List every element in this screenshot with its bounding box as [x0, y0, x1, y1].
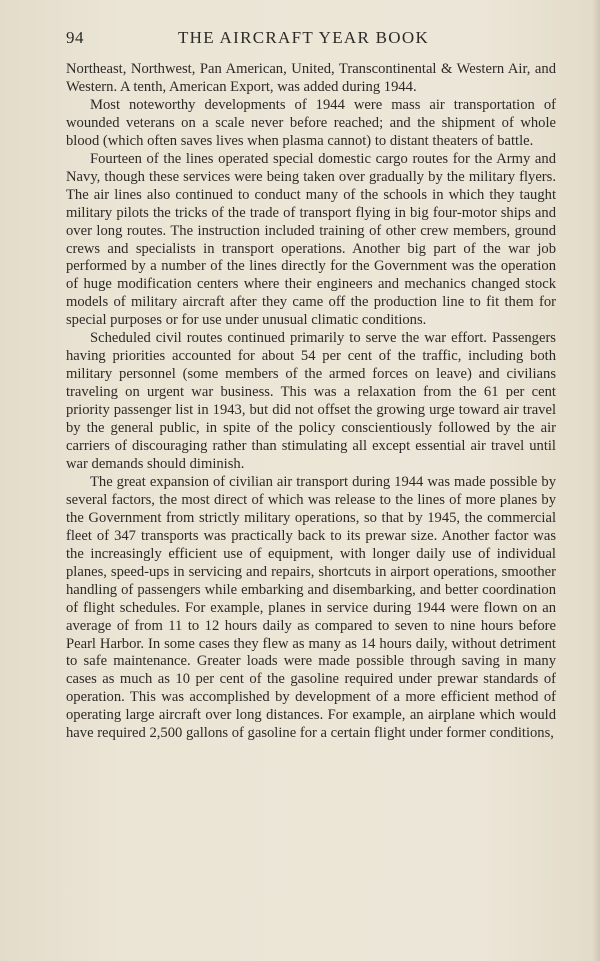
page-number: 94	[66, 28, 84, 47]
paragraph: The great expansion of civilian air transport during 1944 was made possible by several factors, the most direct of which was release to the lines of more planes by the Government from strictly military operations, so that by 1945, the commercial fleet of 347 transports was practically back to its prewar size. Another factor was the increasingly efficient use of equipment, with longer daily use of individual planes, speed-ups in servicing and repairs, shortcuts in airport operations, smoother handling of passengers while embarking and disembarking, and better coordination of flight schedules. For example, planes in service during 1944 were flown on an average of from 11 to 12 hours daily as compared to seven to nine hours before Pearl Harbor. In some cases they flew as many as 14 hours daily, without detriment to safe maintenance. Greater loads were made possible through saving in many cases as much as 10 per cent of the gasoline required under prewar standards of operation. This was accomplished by development of a more efficient method of operating large aircraft over long distances. For example, an airplane which would have required 2,500 gallons of gasoline for a certain flight under former conditions,	[66, 473, 556, 742]
paragraph-continued: Northeast, Northwest, Pan American, United, Transcontinental & Western Air, and Western. A tenth, American Export, was added during 1944.	[66, 61, 556, 95]
running-title: THE AIRCRAFT YEAR BOOK	[178, 28, 430, 47]
paragraph: Fourteen of the lines operated special domestic cargo routes for the Army and Navy, though these services were being taken over gradually by the military flyers. The air lines also continued to conduct many of the schools in which they taught military pilots the tricks of the trade of transport flying in big four-motor ships and over long routes. The instruction included training of other crew members, ground crews and specialists in transport operations. Another big part of the war job performed by a number of the lines directly for the Government was the operation of huge modification centers where their engineers and mechanics changed stock models of military aircraft after they came off the production line to fit them for special purposes or for use under unusual climatic conditions.	[66, 150, 556, 329]
page-edge-shadow	[592, 0, 600, 961]
paragraph: Scheduled civil routes continued primarily to serve the war effort. Passengers having priorities accounted for about 54 per cent of the traffic, including both military personnel (some members of the armed forces on leave) and civilians traveling on urgent war business. This was a relaxation from the 61 per cent priority passenger list in 1943, but did not offset the growing urge toward air travel by the general public, in spite of the policy conscientiously followed by the air carriers of discouraging rather than stimulating all except essential air travel until war demands should diminish.	[66, 330, 556, 472]
body-text	[66, 61, 556, 743]
paragraph: Most noteworthy developments of 1944 were mass air transportation of wounded veterans on a scale never before reached; and the shipment of whole blood (which often saves lives when plasma cannot) to distant theaters of battle.	[66, 96, 556, 149]
running-head	[66, 28, 556, 54]
